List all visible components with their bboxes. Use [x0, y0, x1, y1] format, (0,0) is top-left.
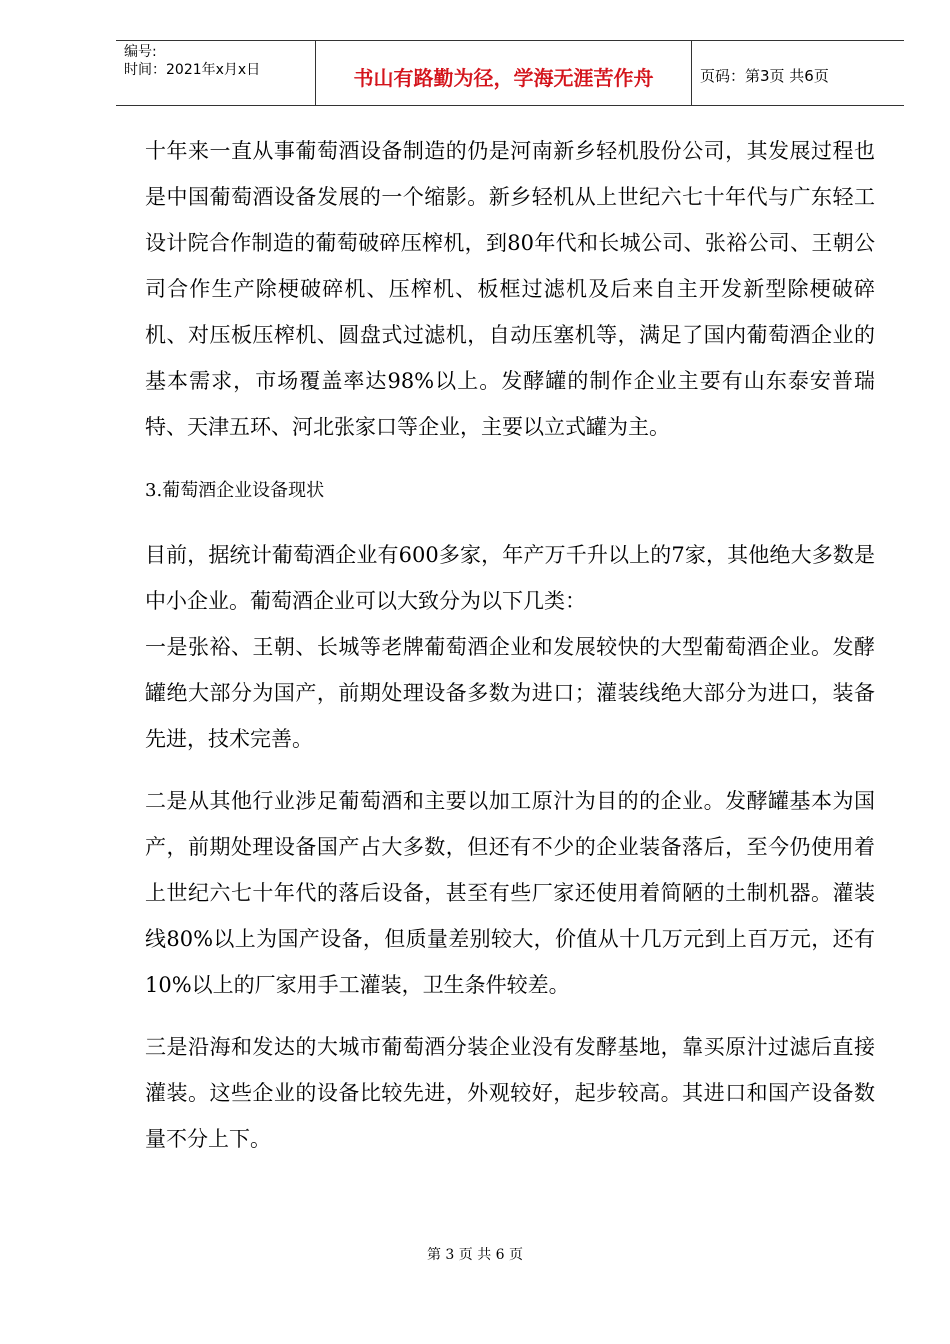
paragraph: 目前，据统计葡萄酒企业有600多家，年产万千升以上的7家，其他绝大多数是中小企业。葡萄酒企业可以大致分为以下几类：: [145, 543, 875, 613]
header-page-info: 页码：第3页 共6页: [700, 66, 829, 85]
footer-page-number: 第 3 页 共 6 页: [426, 1247, 524, 1263]
header-motto: 书山有路勤为径，学海无涯苦作舟: [316, 41, 692, 105]
page-footer: [0, 1244, 950, 1264]
paragraph: 三是沿海和发达的大城市葡萄酒分装企业没有发酵基地，靠买原汁过滤后直接灌装。这些企业的设备比较先进，外观较好，起步较高。其进口和国产设备数量不分上下。: [145, 1035, 875, 1151]
document-time: 时间：2021年x月x日: [124, 62, 261, 78]
paragraph: 一是张裕、王朝、长城等老牌葡萄酒企业和发展较快的大型葡萄酒企业。发酵罐绝大部分为国产，前期处理设备多数为进口；灌装线绝大部分为进口，装备先进，技术完善。: [145, 635, 875, 751]
header-meta: [116, 41, 316, 105]
document-body: [145, 128, 875, 1162]
page-header: [116, 40, 904, 106]
paragraph: 十年来一直从事葡萄酒设备制造的仍是河南新乡轻机股份公司，其发展过程也是中国葡萄酒设备发展的一个缩影。新乡轻机从上世纪六七十年代与广东轻工设计院合作制造的葡萄破碎压榨机，到80年代和长城公司、张裕公司、王朝公司合作生产除梗破碎机、压榨机、板框过滤机及后来自主开发新型除梗破碎机、对压板压榨机、圆盘式过滤机，自动压塞机等，满足了国内葡萄酒企业的基本需求，市场覆盖率达98%以上。发酵罐的制作企业主要有山东泰安普瑞特、天津五环、河北张家口等企业，主要以立式罐为主。: [145, 139, 875, 439]
paragraph: 二是从其他行业涉足葡萄酒和主要以加工原汁为目的的企业。发酵罐基本为国产，前期处理设备国产占大多数，但还有不少的企业装备落后，至今仍使用着上世纪六七十年代的落后设备，甚至有些厂家还使用着简陋的土制机器。灌装线80%以上为国产设备，但质量差别较大，价值从十几万元到上百万元，还有10%以上的厂家用手工灌装，卫生条件较差。: [145, 789, 875, 997]
document-number-label: 编号:: [124, 44, 157, 60]
section-heading: 3.葡萄酒企业设备现状: [145, 480, 325, 501]
